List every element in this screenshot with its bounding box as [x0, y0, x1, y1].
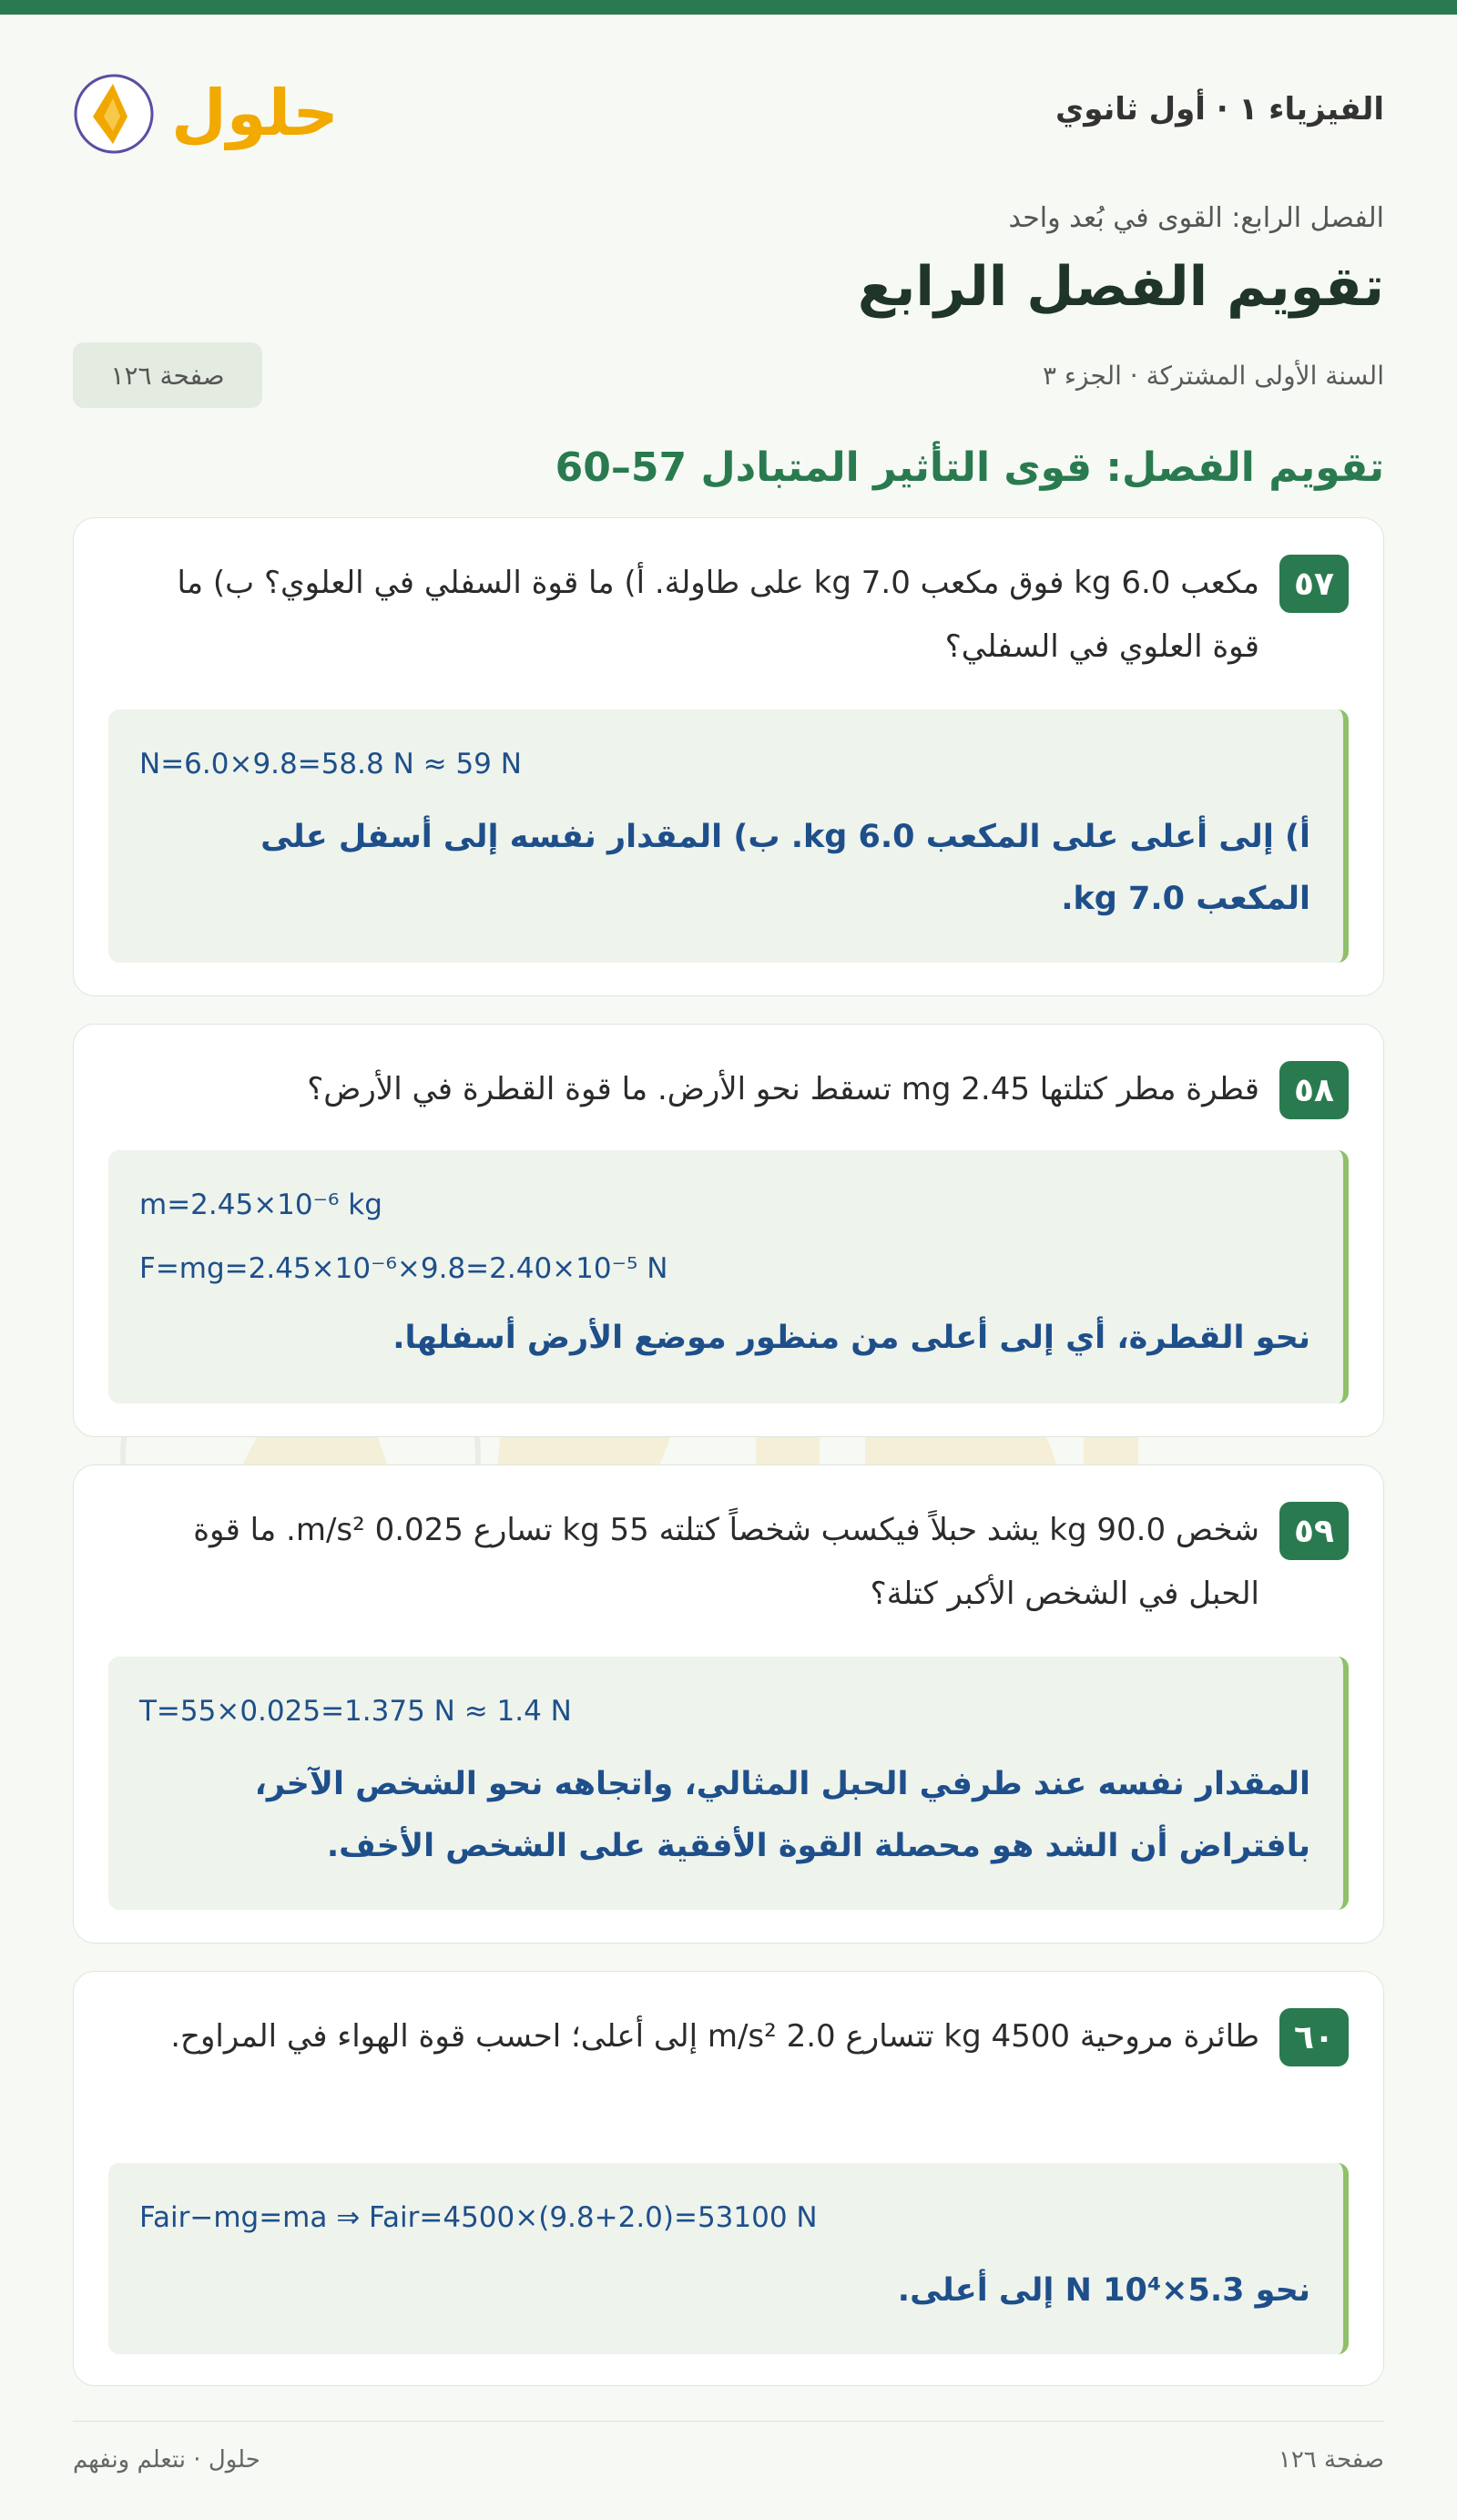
equation: m=2.45×10⁻⁶ kg: [139, 1189, 382, 1221]
hulul-logo[interactable]: [73, 64, 346, 164]
answer-text: نحو 5.3×10⁴ N إلى أعلى.: [897, 2272, 1310, 2309]
equation: N=6.0×9.8=58.8 N ≈ 59 N: [139, 748, 522, 780]
logo-text: حلول: [171, 76, 339, 150]
footer-page-number: صفحة ١٢٦: [1278, 2446, 1384, 2474]
answer-box: [108, 2163, 1349, 2354]
answer-text: أ) إلى أعلى على المكعب 6.0 kg. ب) المقدار نفسه إلى أسفل على المكعب 7.0 kg.: [260, 819, 1310, 917]
page-badge: صفحة ١٢٦: [73, 342, 262, 408]
answer-text: نحو القطرة، أي إلى أعلى من منظور موضع الأرض أسفلها.: [392, 1320, 1310, 1356]
answer-box: [108, 1150, 1349, 1403]
footer-divider: [73, 2421, 1384, 2422]
section-title: تقويم الفصل: قوى التأثير المتبادل 57–60: [555, 444, 1384, 491]
top-accent-bar: [0, 0, 1457, 15]
chapter-subtitle: الفصل الرابع: القوى في بُعد واحد: [1008, 202, 1384, 234]
question-card: [73, 1971, 1384, 2386]
answer-box: [108, 1657, 1349, 1910]
footer-brand: حلول · نتعلم ونفهم: [73, 2446, 260, 2474]
question-number: ٦٠: [1279, 2008, 1349, 2066]
answer-box: [108, 709, 1349, 963]
question-card: [73, 1464, 1384, 1944]
question-card: [73, 517, 1384, 996]
page-header: [73, 64, 1384, 164]
subject-label: الفيزياء ١ · أول ثانوي: [1055, 91, 1384, 128]
book-meta: السنة الأولى المشتركة · الجزء ٣: [1042, 361, 1384, 391]
question-number: ٥٩: [1279, 1502, 1349, 1560]
question-number: ٥٧: [1279, 555, 1349, 613]
answer-text: المقدار نفسه عند طرفي الحبل المثالي، واتجاهه نحو الشخص الآخر، بافتراض أن الشد هو محصلة القوة الأفقية على الشخص الأخف.: [254, 1766, 1310, 1864]
question-card: [73, 1024, 1384, 1437]
question-text: مكعب 6.0 kg فوق مكعب 7.0 kg على طاولة. أ) ما قوة السفلي في العلوي؟ ب) ما قوة العلوي في السفلي؟: [177, 565, 1259, 665]
question-text: طائرة مروحية 4500 kg تتسارع 2.0 m/s² إلى أعلى؛ احسب قوة الهواء في المراوح.: [170, 2018, 1259, 2055]
question-text: قطرة مطر كتلتها 2.45 mg تسقط نحو الأرض. ما قوة القطرة في الأرض؟: [307, 1071, 1259, 1107]
question-text: شخص 90.0 kg يشد حبلاً فيكسب شخصاً كتلته 55 kg تسارع 0.025 m/s². ما قوة الحبل في الشخص الأكبر كتلة؟: [193, 1512, 1259, 1612]
equation: T=55×0.025=1.375 N ≈ 1.4 N: [139, 1695, 572, 1728]
equation: F=mg=2.45×10⁻⁶×9.8=2.40×10⁻⁵ N: [139, 1252, 668, 1285]
equation: Fair−mg=ma ⇒ Fair=4500×(9.8+2.0)=53100 N: [139, 2201, 818, 2234]
question-number: ٥٨: [1279, 1061, 1349, 1119]
page-title: تقويم الفصل الرابع: [857, 255, 1384, 319]
